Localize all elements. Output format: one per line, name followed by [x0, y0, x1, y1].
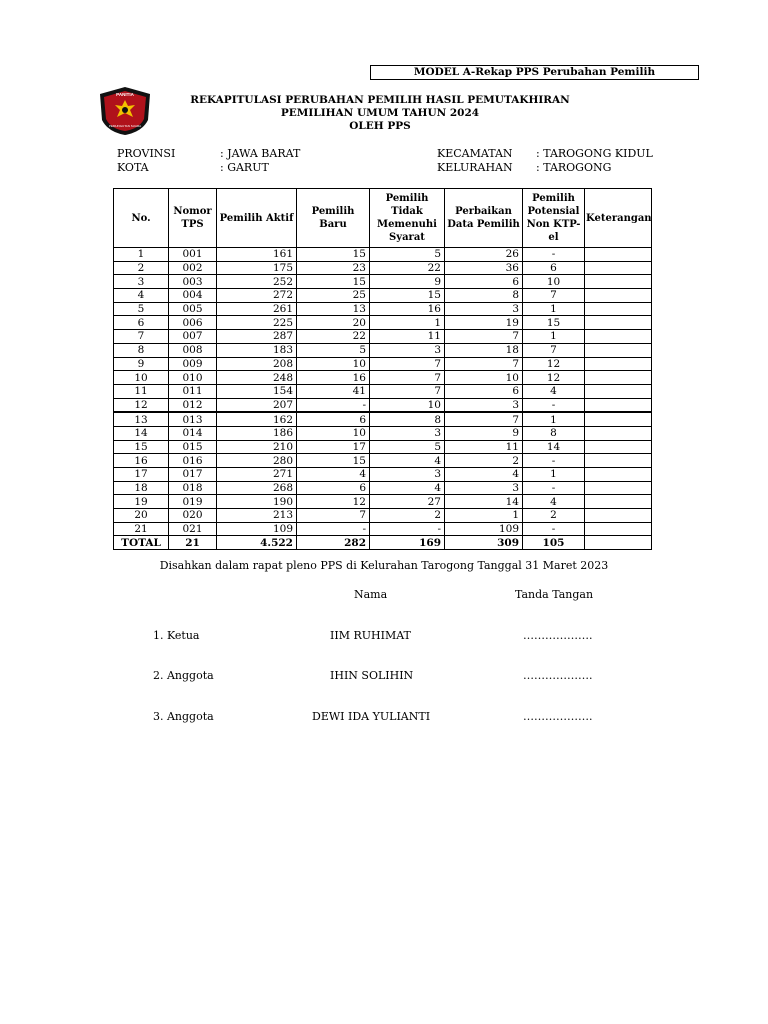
table-row [114, 261, 652, 275]
table-cell: 1 [523, 412, 585, 426]
table-cell: 8 [523, 426, 585, 440]
table-cell: 208 [217, 357, 297, 371]
signature-line: ………………. [523, 710, 593, 723]
table-cell: 3 [445, 302, 523, 316]
doc-title: REKAPITULASI PERUBAHAN PEMILIH HASIL PEMUTAKHIRAN [190, 94, 570, 106]
table-cell: 15 [297, 248, 370, 262]
table-cell: 4 [445, 468, 523, 482]
table-cell: 10 [297, 357, 370, 371]
table-cell [585, 454, 652, 468]
table-cell: 12 [523, 371, 585, 385]
table-cell: 15 [523, 316, 585, 330]
model-label: MODEL A-Rekap PPS Perubahan Pemilih [370, 65, 699, 80]
table-cell: 4 [523, 495, 585, 509]
table-cell: 7 [370, 357, 445, 371]
name-column-label: Nama [354, 588, 388, 601]
table-cell [585, 536, 652, 550]
table-cell: 8 [445, 289, 523, 303]
doc-subtitle: PEMILIHAN UMUM TAHUN 2024 [280, 107, 480, 119]
table-cell: 020 [169, 509, 217, 523]
table-cell: 010 [169, 371, 217, 385]
table-cell: 11 [445, 440, 523, 454]
table-cell: 15 [114, 440, 169, 454]
table-cell [585, 495, 652, 509]
table-cell: 19 [445, 316, 523, 330]
table-row [114, 522, 652, 536]
table-cell [585, 522, 652, 536]
table-cell: 17 [114, 468, 169, 482]
table-cell: 15 [370, 289, 445, 303]
kota-label: KOTA [117, 161, 149, 174]
table-cell: 016 [169, 454, 217, 468]
table-cell: 6 [297, 412, 370, 426]
table-cell: 169 [370, 536, 445, 550]
table-cell [585, 302, 652, 316]
table-cell: 2 [445, 454, 523, 468]
table-row [114, 440, 652, 454]
col-header: Pemilih Tidak Memenuhi Syarat [370, 189, 445, 248]
table-cell: - [523, 522, 585, 536]
table-row [114, 398, 652, 412]
table-cell: 27 [370, 495, 445, 509]
table-cell: 3 [445, 398, 523, 412]
col-header: Nomor TPS [169, 189, 217, 248]
table-row [114, 289, 652, 303]
table-cell [585, 261, 652, 275]
table-cell: 2 [523, 509, 585, 523]
table-cell [585, 509, 652, 523]
table-cell: 002 [169, 261, 217, 275]
table-cell: 12 [114, 398, 169, 412]
table-cell: - [297, 398, 370, 412]
table-cell: 13 [114, 412, 169, 426]
table-cell: 20 [114, 509, 169, 523]
table-cell: 1 [523, 302, 585, 316]
table-cell: 9 [445, 426, 523, 440]
table-cell: 4 [370, 481, 445, 495]
table-row [114, 316, 652, 330]
table-cell: - [523, 248, 585, 262]
signature-line: ………………. [523, 669, 593, 682]
table-cell [585, 330, 652, 344]
table-cell [585, 384, 652, 398]
table-cell: 15 [297, 454, 370, 468]
table-cell: 003 [169, 275, 217, 289]
table-cell: 162 [217, 412, 297, 426]
table-cell: 183 [217, 343, 297, 357]
panitia-logo-icon [98, 86, 152, 136]
table-cell: 001 [169, 248, 217, 262]
table-cell: 3 [370, 426, 445, 440]
table-cell: 3 [370, 343, 445, 357]
kelurahan-label: KELURAHAN [437, 161, 513, 174]
table-cell: 11 [114, 384, 169, 398]
signer-name: IHIN SOLIHIN [330, 669, 414, 682]
kota-value: : GARUT [220, 161, 269, 174]
table-cell: 013 [169, 412, 217, 426]
table-cell: 8 [114, 343, 169, 357]
table-cell: 4 [370, 454, 445, 468]
table-cell: 1 [114, 248, 169, 262]
table-cell: 9 [370, 275, 445, 289]
table-cell: 10 [445, 371, 523, 385]
table-cell: 1 [523, 468, 585, 482]
signer-role: 2. Anggota [153, 669, 214, 682]
kecamatan-value: : TAROGONG KIDUL [536, 147, 653, 160]
table-cell: 17 [297, 440, 370, 454]
table-cell: 15 [297, 275, 370, 289]
table-cell [585, 371, 652, 385]
table-cell: 7 [445, 357, 523, 371]
table-cell: 25 [297, 289, 370, 303]
table-cell: 5 [370, 248, 445, 262]
table-cell: 012 [169, 398, 217, 412]
table-cell: 6 [297, 481, 370, 495]
table-cell: 19 [114, 495, 169, 509]
col-header: Pemilih Potensial Non KTP-el [523, 189, 585, 248]
table-cell: 7 [370, 384, 445, 398]
table-cell: 21 [114, 522, 169, 536]
table-cell: 12 [297, 495, 370, 509]
table-cell: 008 [169, 343, 217, 357]
table-row [114, 302, 652, 316]
table-cell: 3 [114, 275, 169, 289]
table-cell: 7 [523, 289, 585, 303]
table-cell: 1 [370, 316, 445, 330]
table-cell: 6 [114, 316, 169, 330]
table-cell: 248 [217, 371, 297, 385]
col-header: Pemilih Baru [297, 189, 370, 248]
table-cell: 186 [217, 426, 297, 440]
table-cell: 5 [114, 302, 169, 316]
table-cell: 3 [445, 481, 523, 495]
table-cell: 4 [114, 289, 169, 303]
table-row [114, 343, 652, 357]
kelurahan-value: : TAROGONG [536, 161, 612, 174]
table-row [114, 357, 652, 371]
table-cell: 287 [217, 330, 297, 344]
table-cell: 6 [523, 261, 585, 275]
table-cell: 213 [217, 509, 297, 523]
table-cell: 7 [114, 330, 169, 344]
table-cell: 36 [445, 261, 523, 275]
rekap-table [113, 188, 652, 550]
table-cell: 161 [217, 248, 297, 262]
table-cell: 011 [169, 384, 217, 398]
table-cell: 015 [169, 440, 217, 454]
doc-subtitle-2: OLEH PPS [349, 120, 411, 132]
table-cell: 26 [445, 248, 523, 262]
table-cell: 4 [297, 468, 370, 482]
table-row [114, 495, 652, 509]
table-cell: 16 [114, 454, 169, 468]
table-cell: 14 [445, 495, 523, 509]
table-cell [585, 357, 652, 371]
table-cell: - [523, 481, 585, 495]
table-cell: 210 [217, 440, 297, 454]
table-cell: 13 [297, 302, 370, 316]
table-cell [585, 248, 652, 262]
table-cell [585, 440, 652, 454]
total-row [114, 536, 652, 550]
table-cell: 272 [217, 289, 297, 303]
signer-name: IIM RUHIMAT [330, 629, 411, 642]
signature-line: ………………. [523, 629, 593, 642]
table-row [114, 384, 652, 398]
table-cell: 10 [523, 275, 585, 289]
table-cell: 10 [114, 371, 169, 385]
table-cell: 109 [445, 522, 523, 536]
table-cell: 268 [217, 481, 297, 495]
table-cell: 11 [370, 330, 445, 344]
table-cell: 9 [114, 357, 169, 371]
table-cell: 271 [217, 468, 297, 482]
table-cell: 7 [445, 330, 523, 344]
table-cell: - [523, 398, 585, 412]
table-cell: 10 [370, 398, 445, 412]
table-cell: - [297, 522, 370, 536]
table-cell: 20 [297, 316, 370, 330]
table-cell: 252 [217, 275, 297, 289]
signature-column-label: Tanda Tangan [515, 588, 594, 601]
table-cell: 005 [169, 302, 217, 316]
signer-role: 3. Anggota [153, 710, 214, 723]
table-cell: - [370, 522, 445, 536]
table-cell: 16 [297, 371, 370, 385]
kecamatan-label: KECAMATAN [437, 147, 513, 160]
table-cell: 7 [297, 509, 370, 523]
approval-text: Disahkan dalam rapat pleno PPS di Kelurahan Tarogong Tanggal 31 Maret 2023 [159, 559, 609, 572]
table-cell: 23 [297, 261, 370, 275]
table-row [114, 330, 652, 344]
signer-role: 1. Ketua [153, 629, 200, 642]
table-cell: 41 [297, 384, 370, 398]
logo-top-text: PANITIA [116, 92, 134, 97]
table-cell: 14 [523, 440, 585, 454]
table-cell [585, 275, 652, 289]
table-cell: 154 [217, 384, 297, 398]
table-row [114, 412, 652, 426]
table-cell: 009 [169, 357, 217, 371]
table-cell: 5 [297, 343, 370, 357]
table-cell: 14 [114, 426, 169, 440]
table-cell: 282 [297, 536, 370, 550]
table-cell: 10 [297, 426, 370, 440]
table-cell [585, 289, 652, 303]
table-cell: 018 [169, 481, 217, 495]
table-row [114, 426, 652, 440]
table-cell [585, 426, 652, 440]
table-cell: 105 [523, 536, 585, 550]
table-cell: 12 [523, 357, 585, 371]
table-cell: 8 [370, 412, 445, 426]
table-cell: 207 [217, 398, 297, 412]
logo-bottom-text: PEMUNGUTAN SUARA [108, 124, 142, 128]
table-cell: 006 [169, 316, 217, 330]
table-cell: 4 [523, 384, 585, 398]
table-cell: 22 [370, 261, 445, 275]
table-cell: 18 [445, 343, 523, 357]
table-row [114, 275, 652, 289]
table-cell: 004 [169, 289, 217, 303]
table-cell: 019 [169, 495, 217, 509]
table-cell: 021 [169, 522, 217, 536]
table-cell [585, 412, 652, 426]
table-row [114, 509, 652, 523]
col-header: Perbaikan Data Pemilih [445, 189, 523, 248]
table-cell: 017 [169, 468, 217, 482]
table-cell: 6 [445, 384, 523, 398]
table-cell: 014 [169, 426, 217, 440]
table-cell [585, 343, 652, 357]
table-cell: 261 [217, 302, 297, 316]
table-cell: 7 [370, 371, 445, 385]
table-cell [585, 316, 652, 330]
table-cell: 2 [114, 261, 169, 275]
table-row [114, 454, 652, 468]
provinsi-value: : JAWA BARAT [220, 147, 301, 160]
table-row [114, 468, 652, 482]
table-cell: 109 [217, 522, 297, 536]
table-row [114, 371, 652, 385]
provinsi-label: PROVINSI [117, 147, 176, 160]
table-cell: 309 [445, 536, 523, 550]
table-cell: 16 [370, 302, 445, 316]
col-header: No. [114, 189, 169, 248]
table-cell [585, 468, 652, 482]
table-row [114, 248, 652, 262]
col-header: Pemilih Aktif [217, 189, 297, 248]
table-cell: 6 [445, 275, 523, 289]
table-cell [585, 481, 652, 495]
table-cell: 225 [217, 316, 297, 330]
table-cell: - [523, 454, 585, 468]
table-cell: 21 [169, 536, 217, 550]
table-cell: 5 [370, 440, 445, 454]
table-cell [585, 398, 652, 412]
table-cell: 1 [445, 509, 523, 523]
table-cell: 4.522 [217, 536, 297, 550]
table-cell: 7 [445, 412, 523, 426]
table-cell: 18 [114, 481, 169, 495]
table-cell: 2 [370, 509, 445, 523]
signer-name: DEWI IDA YULIANTI [312, 710, 431, 723]
table-cell: 007 [169, 330, 217, 344]
table-cell: 1 [523, 330, 585, 344]
table-header-row [114, 189, 652, 248]
table-cell: 280 [217, 454, 297, 468]
col-header: Keterangan [585, 189, 652, 248]
table-cell: 7 [523, 343, 585, 357]
table-cell: 175 [217, 261, 297, 275]
table-cell: 190 [217, 495, 297, 509]
table-cell: 22 [297, 330, 370, 344]
table-cell: 3 [370, 468, 445, 482]
table-cell: TOTAL [114, 536, 169, 550]
table-row [114, 481, 652, 495]
